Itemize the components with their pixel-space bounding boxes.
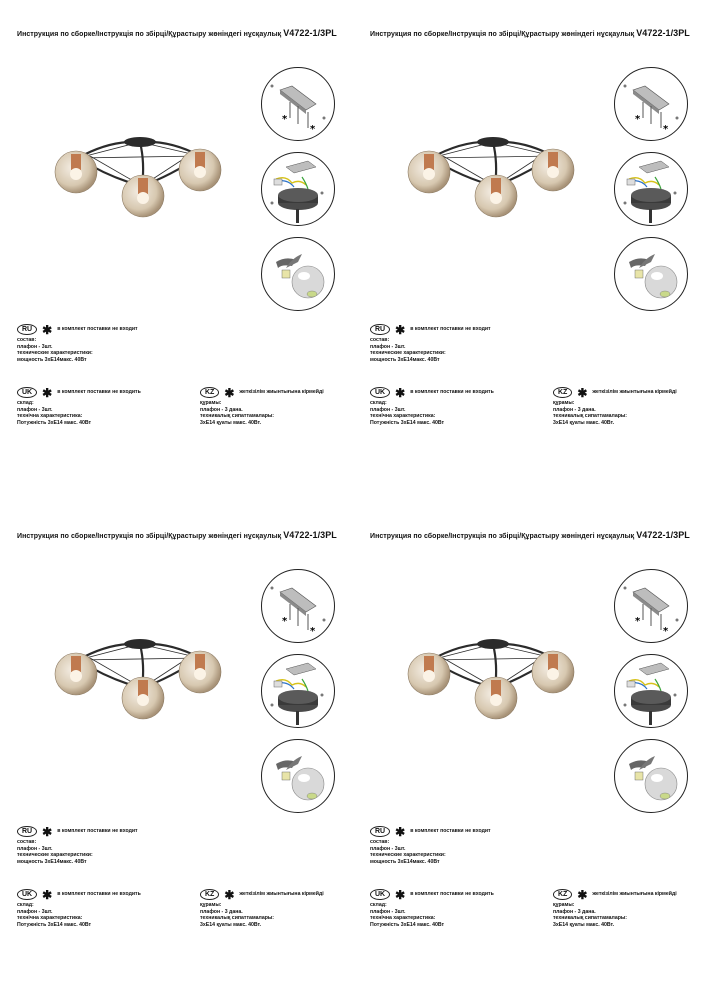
uk-line: технічна характеристика: <box>17 915 83 922</box>
instruction-sheet <box>353 0 703 490</box>
svg-text:*: * <box>635 114 641 125</box>
ru-line: технические характеристики: <box>370 852 446 859</box>
uk-line: Потужність 3хЕ14 макс. 40Вт <box>370 419 445 426</box>
uk-badge: UK <box>17 889 37 900</box>
asterisk-icon: ✱ <box>395 887 406 902</box>
info-kz <box>200 888 324 928</box>
kz-line: құрамы: <box>200 902 222 908</box>
asterisk-icon: ✱ <box>224 887 235 902</box>
wiring-canopy-icon <box>262 153 334 225</box>
ru-line: состав: <box>17 337 37 343</box>
uk-badge: UK <box>17 387 37 398</box>
uk-line: Потужність 3хЕ14 макс. 40Вт <box>17 921 92 928</box>
info-kz <box>200 386 324 426</box>
step-mounting-plate <box>261 569 335 643</box>
uk-line: склад: <box>17 400 34 406</box>
ru-line: плафон - 3шт. <box>17 343 53 350</box>
svg-text:*: * <box>635 616 641 627</box>
info-ru <box>17 825 138 865</box>
ru-badge: RU <box>17 324 37 335</box>
sheet-title <box>17 28 337 38</box>
kz-badge: KZ <box>200 387 219 398</box>
mounting-plate-icon <box>615 570 687 642</box>
info-uk <box>370 386 494 426</box>
model-number: V4722-1/3PL <box>636 530 690 540</box>
kz-badge: KZ <box>200 889 219 900</box>
ru-line: плафон - 3шт. <box>17 845 53 852</box>
ru-line: плафон - 3шт. <box>370 343 406 350</box>
step-wiring-canopy <box>261 152 335 226</box>
kz-note: жеткізілім жиынтығына кірмейді <box>239 389 324 396</box>
uk-note: в комплект поставки не входить <box>410 389 494 396</box>
kz-line: плафон - 3 дана. <box>553 908 596 915</box>
uk-line: технічна характеристика: <box>370 915 436 922</box>
title-text: Инструкция по сборке/Інструкція по збірці/Құрастыру жөніндегі нұсқаулық <box>17 31 282 38</box>
asterisk-icon: ✱ <box>42 385 53 400</box>
asterisk-icon: ✱ <box>395 322 406 337</box>
kz-line: техникалық сипаттамалары: <box>553 413 628 420</box>
ru-note: в комплект поставки не входит <box>57 828 138 835</box>
kz-line: техникалық сипаттамалары: <box>200 413 275 420</box>
ru-line: состав: <box>370 337 390 343</box>
shade-install-icon <box>262 740 334 812</box>
step-shade-install <box>261 237 335 311</box>
step-shade-install <box>614 237 688 311</box>
info-ru <box>370 825 491 865</box>
kz-line: 3хЕ14 қуаты макс. 40Вт. <box>200 419 262 426</box>
asterisk-icon: ✱ <box>224 385 235 400</box>
uk-line: Потужність 3хЕ14 макс. 40Вт <box>17 419 92 426</box>
ru-line: состав: <box>17 839 37 845</box>
sheet-title <box>370 28 690 38</box>
step-shade-install <box>614 739 688 813</box>
ru-badge: RU <box>370 826 390 837</box>
ru-line: мощность 3хЕ14макс. 40Вт <box>370 858 440 865</box>
kz-line: құрамы: <box>553 902 575 908</box>
step-shade-install <box>261 739 335 813</box>
asterisk-icon: ✱ <box>42 887 53 902</box>
ru-badge: RU <box>17 826 37 837</box>
uk-line: склад: <box>370 902 387 908</box>
title-text: Инструкция по сборке/Інструкція по збірці/Құрастыру жөніндегі нұсқаулық <box>370 31 635 38</box>
uk-note: в комплект поставки не входить <box>410 891 494 898</box>
model-number: V4722-1/3PL <box>636 28 690 38</box>
info-uk <box>17 888 141 928</box>
kz-line: плафон - 3 дана. <box>553 406 596 413</box>
svg-text:*: * <box>663 124 669 135</box>
kz-line: техникалық сипаттамалары: <box>200 915 275 922</box>
model-number: V4722-1/3PL <box>283 28 337 38</box>
mounting-plate-icon <box>615 68 687 140</box>
mounting-plate-icon <box>262 570 334 642</box>
chandelier-illustration <box>50 630 230 730</box>
chandelier-illustration <box>403 128 583 228</box>
uk-line: плафон - 3шт. <box>370 406 406 413</box>
uk-line: склад: <box>17 902 34 908</box>
ru-line: плафон - 3шт. <box>370 845 406 852</box>
uk-line: плафон - 3шт. <box>17 406 53 413</box>
ru-line: технические характеристики: <box>17 350 93 357</box>
title-text: Инструкция по сборке/Інструкція по збірці/Құрастыру жөніндегі нұсқаулық <box>17 533 282 540</box>
kz-line: плафон - 3 дана. <box>200 406 243 413</box>
info-kz <box>553 888 677 928</box>
uk-line: Потужність 3хЕ14 макс. 40Вт <box>370 921 445 928</box>
uk-line: плафон - 3шт. <box>370 908 406 915</box>
kz-line: плафон - 3 дана. <box>200 908 243 915</box>
info-uk <box>370 888 494 928</box>
step-mounting-plate <box>261 67 335 141</box>
uk-line: плафон - 3шт. <box>17 908 53 915</box>
svg-text:*: * <box>282 114 288 125</box>
uk-line: технічна характеристика: <box>17 413 83 420</box>
ru-line: мощность 3хЕ14макс. 40Вт <box>370 356 440 363</box>
uk-badge: UK <box>370 387 390 398</box>
shade-install-icon <box>615 740 687 812</box>
info-ru <box>370 323 491 363</box>
step-mounting-plate <box>614 569 688 643</box>
title-text: Инструкция по сборке/Інструкція по збірці/Құрастыру жөніндегі нұсқаулық <box>370 533 635 540</box>
ru-line: технические характеристики: <box>370 350 446 357</box>
kz-line: 3хЕ14 қуаты макс. 40Вт. <box>553 419 615 426</box>
ru-line: состав: <box>370 839 390 845</box>
model-number: V4722-1/3PL <box>283 530 337 540</box>
info-ru <box>17 323 138 363</box>
asterisk-icon: ✱ <box>42 824 53 839</box>
ru-note: в комплект поставки не входит <box>57 326 138 333</box>
instruction-sheet <box>0 0 350 490</box>
svg-text:*: * <box>663 626 669 637</box>
step-wiring-canopy <box>261 654 335 728</box>
uk-note: в комплект поставки не входить <box>57 891 141 898</box>
step-wiring-canopy <box>614 654 688 728</box>
kz-line: техникалық сипаттамалары: <box>553 915 628 922</box>
kz-badge: KZ <box>553 889 572 900</box>
ru-line: мощность 3хЕ14макс. 40Вт <box>17 858 87 865</box>
instruction-sheet <box>353 502 703 992</box>
step-mounting-plate <box>614 67 688 141</box>
wiring-canopy-icon <box>262 655 334 727</box>
uk-line: склад: <box>370 400 387 406</box>
asterisk-icon: ✱ <box>395 824 406 839</box>
kz-note: жеткізілім жиынтығына кірмейді <box>239 891 324 898</box>
wiring-canopy-icon <box>615 153 687 225</box>
step-wiring-canopy <box>614 152 688 226</box>
kz-badge: KZ <box>553 387 572 398</box>
uk-badge: UK <box>370 889 390 900</box>
uk-line: технічна характеристика: <box>370 413 436 420</box>
mounting-plate-icon <box>262 68 334 140</box>
ru-note: в комплект поставки не входит <box>410 828 491 835</box>
svg-text:*: * <box>282 616 288 627</box>
kz-line: 3хЕ14 қуаты макс. 40Вт. <box>200 921 262 928</box>
shade-install-icon <box>615 238 687 310</box>
kz-line: құрамы: <box>200 400 222 406</box>
info-uk <box>17 386 141 426</box>
sheet-title <box>370 530 690 540</box>
asterisk-icon: ✱ <box>577 385 588 400</box>
wiring-canopy-icon <box>615 655 687 727</box>
asterisk-icon: ✱ <box>42 322 53 337</box>
chandelier-illustration <box>403 630 583 730</box>
info-kz <box>553 386 677 426</box>
ru-line: мощность 3хЕ14макс. 40Вт <box>17 356 87 363</box>
asterisk-icon: ✱ <box>577 887 588 902</box>
svg-text:*: * <box>310 124 316 135</box>
sheet-title <box>17 530 337 540</box>
ru-note: в комплект поставки не входит <box>410 326 491 333</box>
kz-note: жеткізілім жиынтығына кірмейді <box>592 389 677 396</box>
svg-text:*: * <box>310 626 316 637</box>
kz-note: жеткізілім жиынтығына кірмейді <box>592 891 677 898</box>
kz-line: 3хЕ14 қуаты макс. 40Вт. <box>553 921 615 928</box>
shade-install-icon <box>262 238 334 310</box>
instruction-sheet <box>0 502 350 992</box>
ru-badge: RU <box>370 324 390 335</box>
chandelier-illustration <box>50 128 230 228</box>
uk-note: в комплект поставки не входить <box>57 389 141 396</box>
ru-line: технические характеристики: <box>17 852 93 859</box>
asterisk-icon: ✱ <box>395 385 406 400</box>
kz-line: құрамы: <box>553 400 575 406</box>
